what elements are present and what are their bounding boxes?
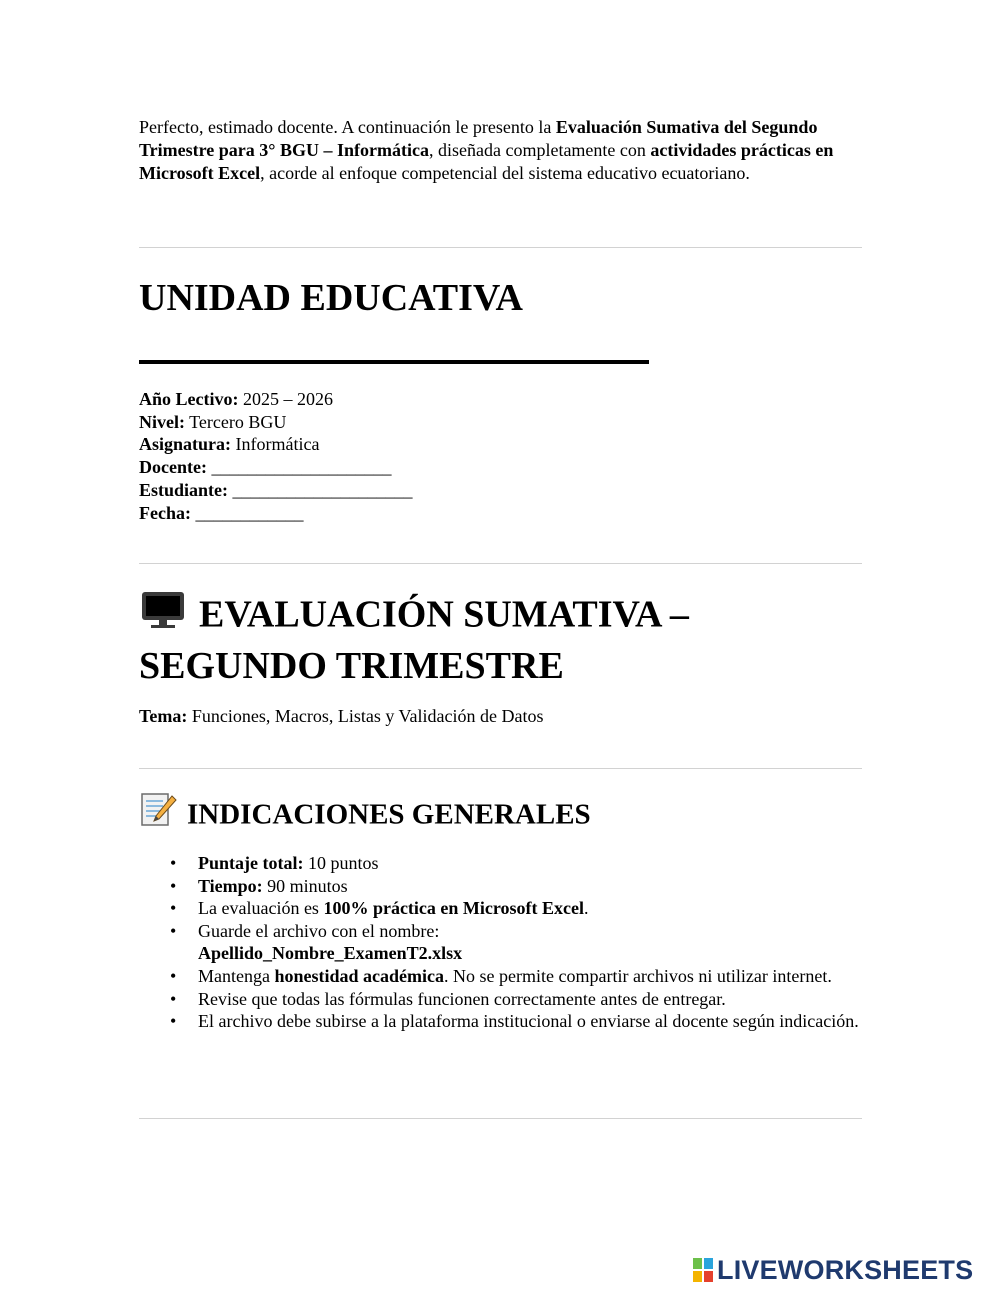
list-item: • Mantenga honestidad académica. No se permite compartir archivos ni utilizar internet. [198, 965, 921, 988]
tema-line: Tema: Funciones, Macros, Listas y Validación de Datos [139, 706, 544, 726]
info-estudiante: Estudiante: ____________________ [139, 479, 413, 500]
info-nivel: Nivel: Tercero BGU [139, 411, 287, 432]
evaluation-title-line1: EVALUACIÓN SUMATIVA – [199, 593, 689, 636]
evaluation-title [139, 592, 689, 688]
logo-text: LIVEWORKSHEETS [717, 1255, 974, 1285]
memo-icon [139, 792, 177, 836]
school-name-blank-line [139, 360, 649, 364]
school-title: UNIDAD EDUCATIVA [139, 277, 523, 319]
divider [139, 247, 862, 248]
divider [139, 563, 862, 564]
info-anio: Año Lectivo: 2025 – 2026 [139, 389, 333, 409]
intro-text-2: , diseñada completamente con [428, 140, 651, 160]
desktop-computer-icon [139, 589, 187, 641]
divider [139, 768, 862, 769]
list-item: • La evaluación es 100% práctica en Microsoft Excel. [198, 897, 921, 920]
intro-paragraph [139, 116, 862, 185]
list-item: • Puntaje total: 10 puntos [198, 852, 921, 875]
intro-bold-1: Evaluación Sumativa del Segundo Trimestre para 3° BGU – Informática [139, 117, 818, 160]
intro-text-1: Perfecto, estimado docente. A continuación le presento la [139, 117, 556, 137]
intro-text-3: , acorde al enfoque competencial del sistema educativo ecuatoriano. [260, 163, 750, 183]
info-block [139, 388, 413, 524]
liveworksheets-logo[interactable] [693, 1256, 973, 1284]
logo-mark-icon [693, 1258, 713, 1282]
info-fecha: Fecha: ____________ [139, 502, 304, 523]
indicaciones-title [139, 795, 591, 839]
list-item: • Guarde el archivo con el nombre: Apellido_Nombre_ExamenT2.xlsx [198, 920, 921, 965]
list-item: • Revise que todas las fórmulas funcionen correctamente antes de entregar. [198, 988, 921, 1011]
indicaciones-title-text: INDICACIONES GENERALES [187, 798, 591, 831]
info-asignatura: Asignatura: Informática [139, 434, 320, 455]
info-docente: Docente: ____________________ [139, 457, 392, 478]
intro-bold-2: actividades prácticas en Microsoft Excel [139, 140, 834, 183]
divider [139, 1118, 862, 1119]
evaluation-title-line2: SEGUNDO TRIMESTRE [139, 645, 564, 687]
indicaciones-list [139, 852, 921, 1033]
list-item: • Tiempo: 90 minutos [198, 875, 921, 898]
list-item: • El archivo debe subirse a la plataforma institucional o enviarse al docente según indicación. [198, 1010, 921, 1033]
